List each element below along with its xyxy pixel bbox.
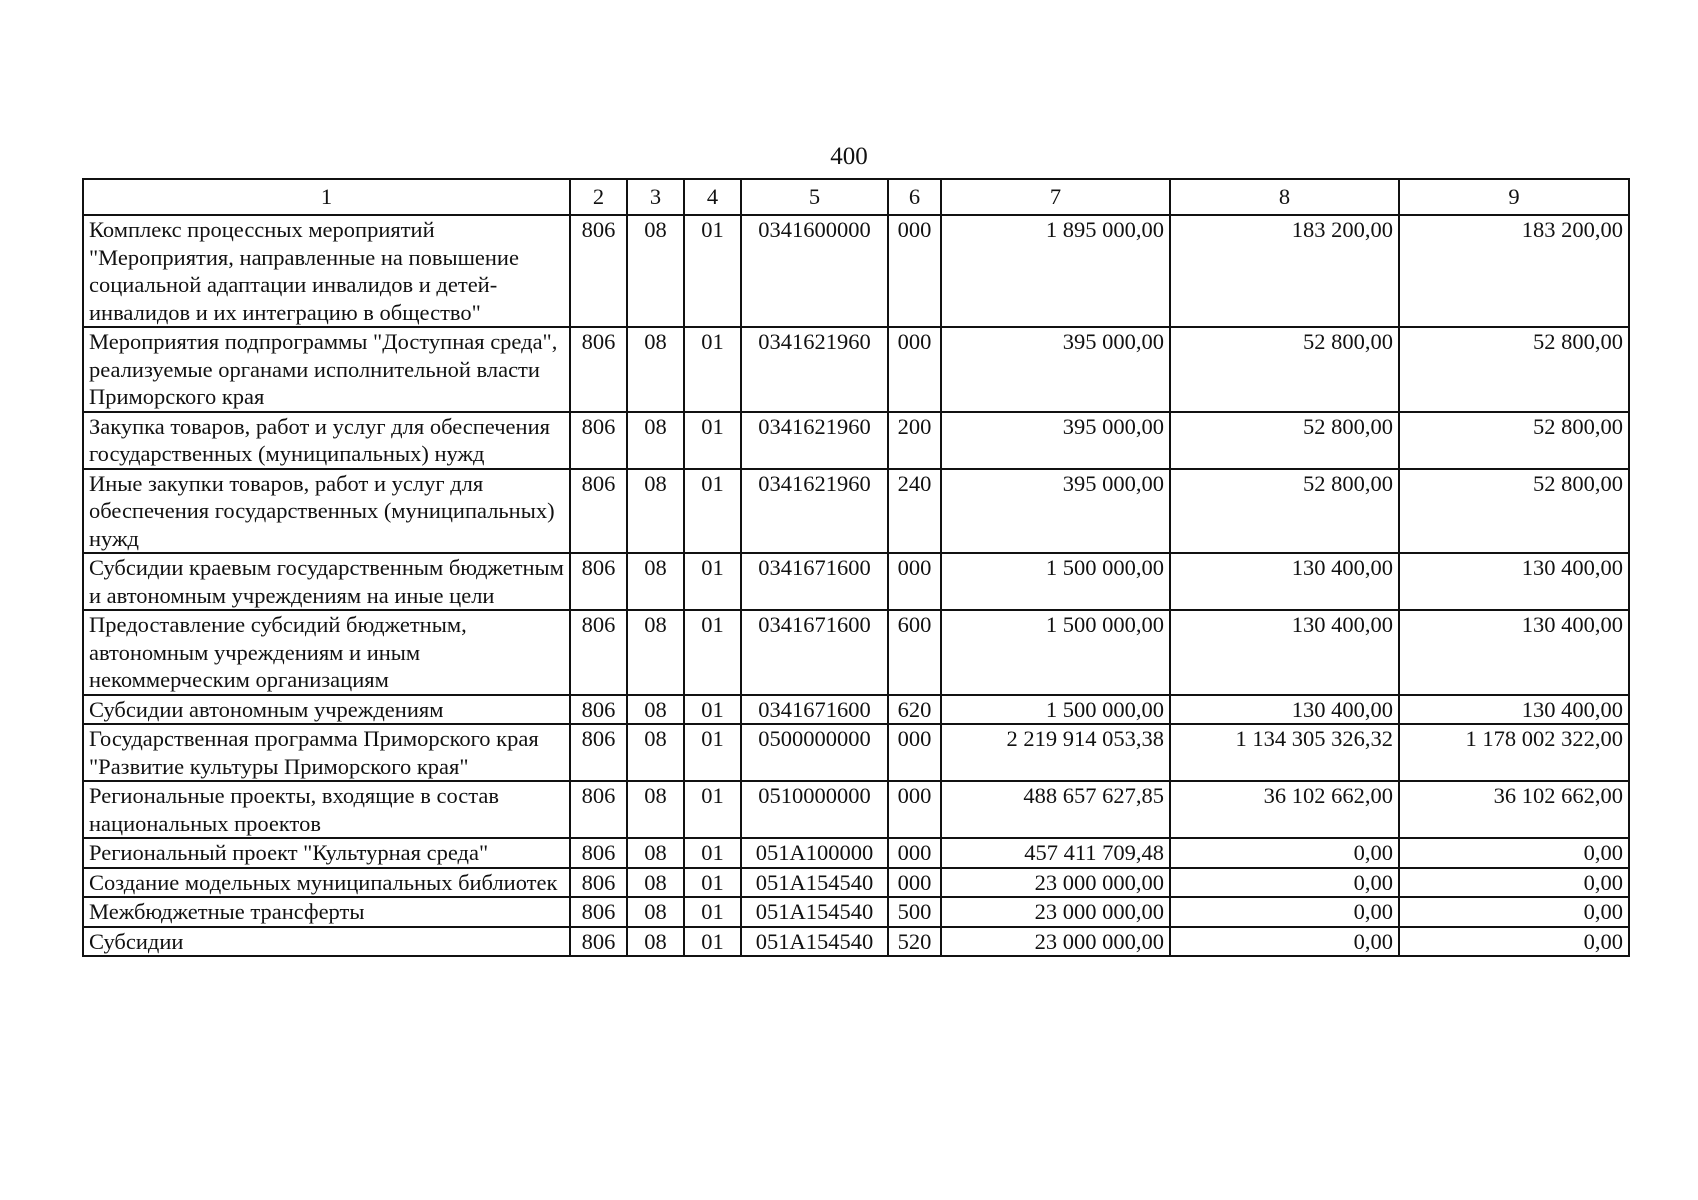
header-cell: 8 — [1170, 179, 1399, 215]
row-code-cell: 806 — [570, 897, 627, 927]
row-amount-cell: 0,00 — [1399, 868, 1629, 898]
row-amount-cell: 52 800,00 — [1399, 469, 1629, 554]
row-expense-type-cell: 520 — [888, 927, 941, 957]
row-amount-cell: 130 400,00 — [1170, 610, 1399, 695]
row-target-article-cell: 0341671600 — [741, 695, 888, 725]
row-code-cell: 806 — [570, 838, 627, 868]
row-amount-cell: 52 800,00 — [1170, 469, 1399, 554]
row-amount-cell: 0,00 — [1399, 838, 1629, 868]
row-section-cell: 08 — [627, 897, 684, 927]
header-cell: 2 — [570, 179, 627, 215]
row-expense-type-cell: 000 — [888, 553, 941, 610]
row-expense-type-cell: 200 — [888, 412, 941, 469]
row-subsection-cell: 01 — [684, 412, 741, 469]
row-name-cell: Субсидии — [83, 927, 570, 957]
table-row — [83, 695, 1629, 725]
row-amount-cell: 52 800,00 — [1399, 412, 1629, 469]
row-name-cell: Комплекс процессных мероприятий "Мероприятия, направленные на повышение социальной адаптации инвалидов и детей-инвалидов и их интеграцию в общество" — [83, 215, 570, 327]
row-section-cell: 08 — [627, 327, 684, 412]
row-amount-cell: 183 200,00 — [1399, 215, 1629, 327]
row-subsection-cell: 01 — [684, 838, 741, 868]
row-code-cell: 806 — [570, 327, 627, 412]
row-target-article-cell: 0341621960 — [741, 327, 888, 412]
row-expense-type-cell: 500 — [888, 897, 941, 927]
row-code-cell: 806 — [570, 695, 627, 725]
row-subsection-cell: 01 — [684, 868, 741, 898]
row-subsection-cell: 01 — [684, 927, 741, 957]
row-name-cell: Государственная программа Приморского края "Развитие культуры Приморского края" — [83, 724, 570, 781]
row-amount-cell: 130 400,00 — [1170, 695, 1399, 725]
table-row — [83, 781, 1629, 838]
header-row — [83, 179, 1629, 215]
table-row — [83, 897, 1629, 927]
row-name-cell: Предоставление субсидий бюджетным, автономным учреждениям и иным некоммерческим организациям — [83, 610, 570, 695]
row-section-cell: 08 — [627, 469, 684, 554]
row-name-cell: Региональный проект "Культурная среда" — [83, 838, 570, 868]
row-code-cell: 806 — [570, 215, 627, 327]
row-amount-cell: 23 000 000,00 — [941, 897, 1170, 927]
row-code-cell: 806 — [570, 553, 627, 610]
row-expense-type-cell: 000 — [888, 327, 941, 412]
row-expense-type-cell: 600 — [888, 610, 941, 695]
header-cell: 5 — [741, 179, 888, 215]
row-subsection-cell: 01 — [684, 610, 741, 695]
row-name-cell: Межбюджетные трансферты — [83, 897, 570, 927]
row-amount-cell: 36 102 662,00 — [1399, 781, 1629, 838]
row-amount-cell: 52 800,00 — [1170, 327, 1399, 412]
row-section-cell: 08 — [627, 553, 684, 610]
row-amount-cell: 1 500 000,00 — [941, 695, 1170, 725]
row-amount-cell: 1 500 000,00 — [941, 610, 1170, 695]
row-code-cell: 806 — [570, 868, 627, 898]
table-row — [83, 927, 1629, 957]
row-target-article-cell: 0341621960 — [741, 469, 888, 554]
row-code-cell: 806 — [570, 927, 627, 957]
table-row — [83, 610, 1629, 695]
row-target-article-cell: 051A154540 — [741, 868, 888, 898]
row-target-article-cell: 051A154540 — [741, 927, 888, 957]
row-section-cell: 08 — [627, 927, 684, 957]
row-subsection-cell: 01 — [684, 327, 741, 412]
row-amount-cell: 1 500 000,00 — [941, 553, 1170, 610]
row-target-article-cell: 0510000000 — [741, 781, 888, 838]
header-cell: 9 — [1399, 179, 1629, 215]
row-section-cell: 08 — [627, 724, 684, 781]
row-amount-cell: 0,00 — [1170, 838, 1399, 868]
header-cell: 7 — [941, 179, 1170, 215]
row-amount-cell: 0,00 — [1170, 927, 1399, 957]
row-name-cell: Создание модельных муниципальных библиотек — [83, 868, 570, 898]
row-amount-cell: 183 200,00 — [1170, 215, 1399, 327]
row-expense-type-cell: 000 — [888, 215, 941, 327]
row-amount-cell: 0,00 — [1170, 868, 1399, 898]
row-amount-cell: 52 800,00 — [1399, 327, 1629, 412]
row-section-cell: 08 — [627, 838, 684, 868]
row-expense-type-cell: 620 — [888, 695, 941, 725]
row-expense-type-cell: 000 — [888, 781, 941, 838]
row-amount-cell: 130 400,00 — [1170, 553, 1399, 610]
row-name-cell: Мероприятия подпрограммы "Доступная среда", реализуемые органами исполнительной власти Приморского края — [83, 327, 570, 412]
table-row — [83, 469, 1629, 554]
row-name-cell: Закупка товаров, работ и услуг для обеспечения государственных (муниципальных) нужд — [83, 412, 570, 469]
row-amount-cell: 130 400,00 — [1399, 695, 1629, 725]
row-section-cell: 08 — [627, 215, 684, 327]
row-amount-cell: 130 400,00 — [1399, 610, 1629, 695]
table-row — [83, 868, 1629, 898]
row-expense-type-cell: 000 — [888, 724, 941, 781]
table-row — [83, 553, 1629, 610]
row-subsection-cell: 01 — [684, 695, 741, 725]
row-code-cell: 806 — [570, 724, 627, 781]
header-cell: 6 — [888, 179, 941, 215]
row-amount-cell: 488 657 627,85 — [941, 781, 1170, 838]
row-target-article-cell: 0500000000 — [741, 724, 888, 781]
row-amount-cell: 0,00 — [1399, 897, 1629, 927]
page-number: 400 — [830, 143, 868, 170]
row-amount-cell: 23 000 000,00 — [941, 927, 1170, 957]
table-row — [83, 412, 1629, 469]
table-row — [83, 724, 1629, 781]
header-cell: 1 — [83, 179, 570, 215]
row-subsection-cell: 01 — [684, 215, 741, 327]
row-amount-cell: 0,00 — [1170, 897, 1399, 927]
row-code-cell: 806 — [570, 781, 627, 838]
row-subsection-cell: 01 — [684, 781, 741, 838]
row-amount-cell: 1 134 305 326,32 — [1170, 724, 1399, 781]
row-amount-cell: 36 102 662,00 — [1170, 781, 1399, 838]
row-amount-cell: 395 000,00 — [941, 327, 1170, 412]
row-target-article-cell: 051A100000 — [741, 838, 888, 868]
row-name-cell: Региональные проекты, входящие в состав национальных проектов — [83, 781, 570, 838]
row-code-cell: 806 — [570, 469, 627, 554]
row-section-cell: 08 — [627, 868, 684, 898]
table-body — [83, 215, 1629, 956]
row-target-article-cell: 051A154540 — [741, 897, 888, 927]
row-amount-cell: 395 000,00 — [941, 412, 1170, 469]
header-cell: 4 — [684, 179, 741, 215]
row-expense-type-cell: 000 — [888, 868, 941, 898]
row-section-cell: 08 — [627, 695, 684, 725]
row-amount-cell: 1 178 002 322,00 — [1399, 724, 1629, 781]
row-amount-cell: 1 895 000,00 — [941, 215, 1170, 327]
row-subsection-cell: 01 — [684, 553, 741, 610]
row-target-article-cell: 0341621960 — [741, 412, 888, 469]
row-amount-cell: 52 800,00 — [1170, 412, 1399, 469]
row-amount-cell: 130 400,00 — [1399, 553, 1629, 610]
row-code-cell: 806 — [570, 610, 627, 695]
row-expense-type-cell: 240 — [888, 469, 941, 554]
table-row — [83, 327, 1629, 412]
row-name-cell: Субсидии автономным учреждениям — [83, 695, 570, 725]
row-section-cell: 08 — [627, 610, 684, 695]
row-target-article-cell: 0341671600 — [741, 553, 888, 610]
row-code-cell: 806 — [570, 412, 627, 469]
header-cell: 3 — [627, 179, 684, 215]
row-amount-cell: 395 000,00 — [941, 469, 1170, 554]
table-row — [83, 838, 1629, 868]
row-name-cell: Иные закупки товаров, работ и услуг для обеспечения государственных (муниципальных) нужд — [83, 469, 570, 554]
row-subsection-cell: 01 — [684, 469, 741, 554]
row-section-cell: 08 — [627, 412, 684, 469]
row-amount-cell: 23 000 000,00 — [941, 868, 1170, 898]
row-subsection-cell: 01 — [684, 897, 741, 927]
row-expense-type-cell: 000 — [888, 838, 941, 868]
row-amount-cell: 2 219 914 053,38 — [941, 724, 1170, 781]
row-section-cell: 08 — [627, 781, 684, 838]
table-row — [83, 215, 1629, 327]
row-target-article-cell: 0341671600 — [741, 610, 888, 695]
row-target-article-cell: 0341600000 — [741, 215, 888, 327]
row-name-cell: Субсидии краевым государственным бюджетным и автономным учреждениям на иные цели — [83, 553, 570, 610]
row-amount-cell: 457 411 709,48 — [941, 838, 1170, 868]
row-amount-cell: 0,00 — [1399, 927, 1629, 957]
budget-table — [82, 178, 1630, 957]
row-subsection-cell: 01 — [684, 724, 741, 781]
